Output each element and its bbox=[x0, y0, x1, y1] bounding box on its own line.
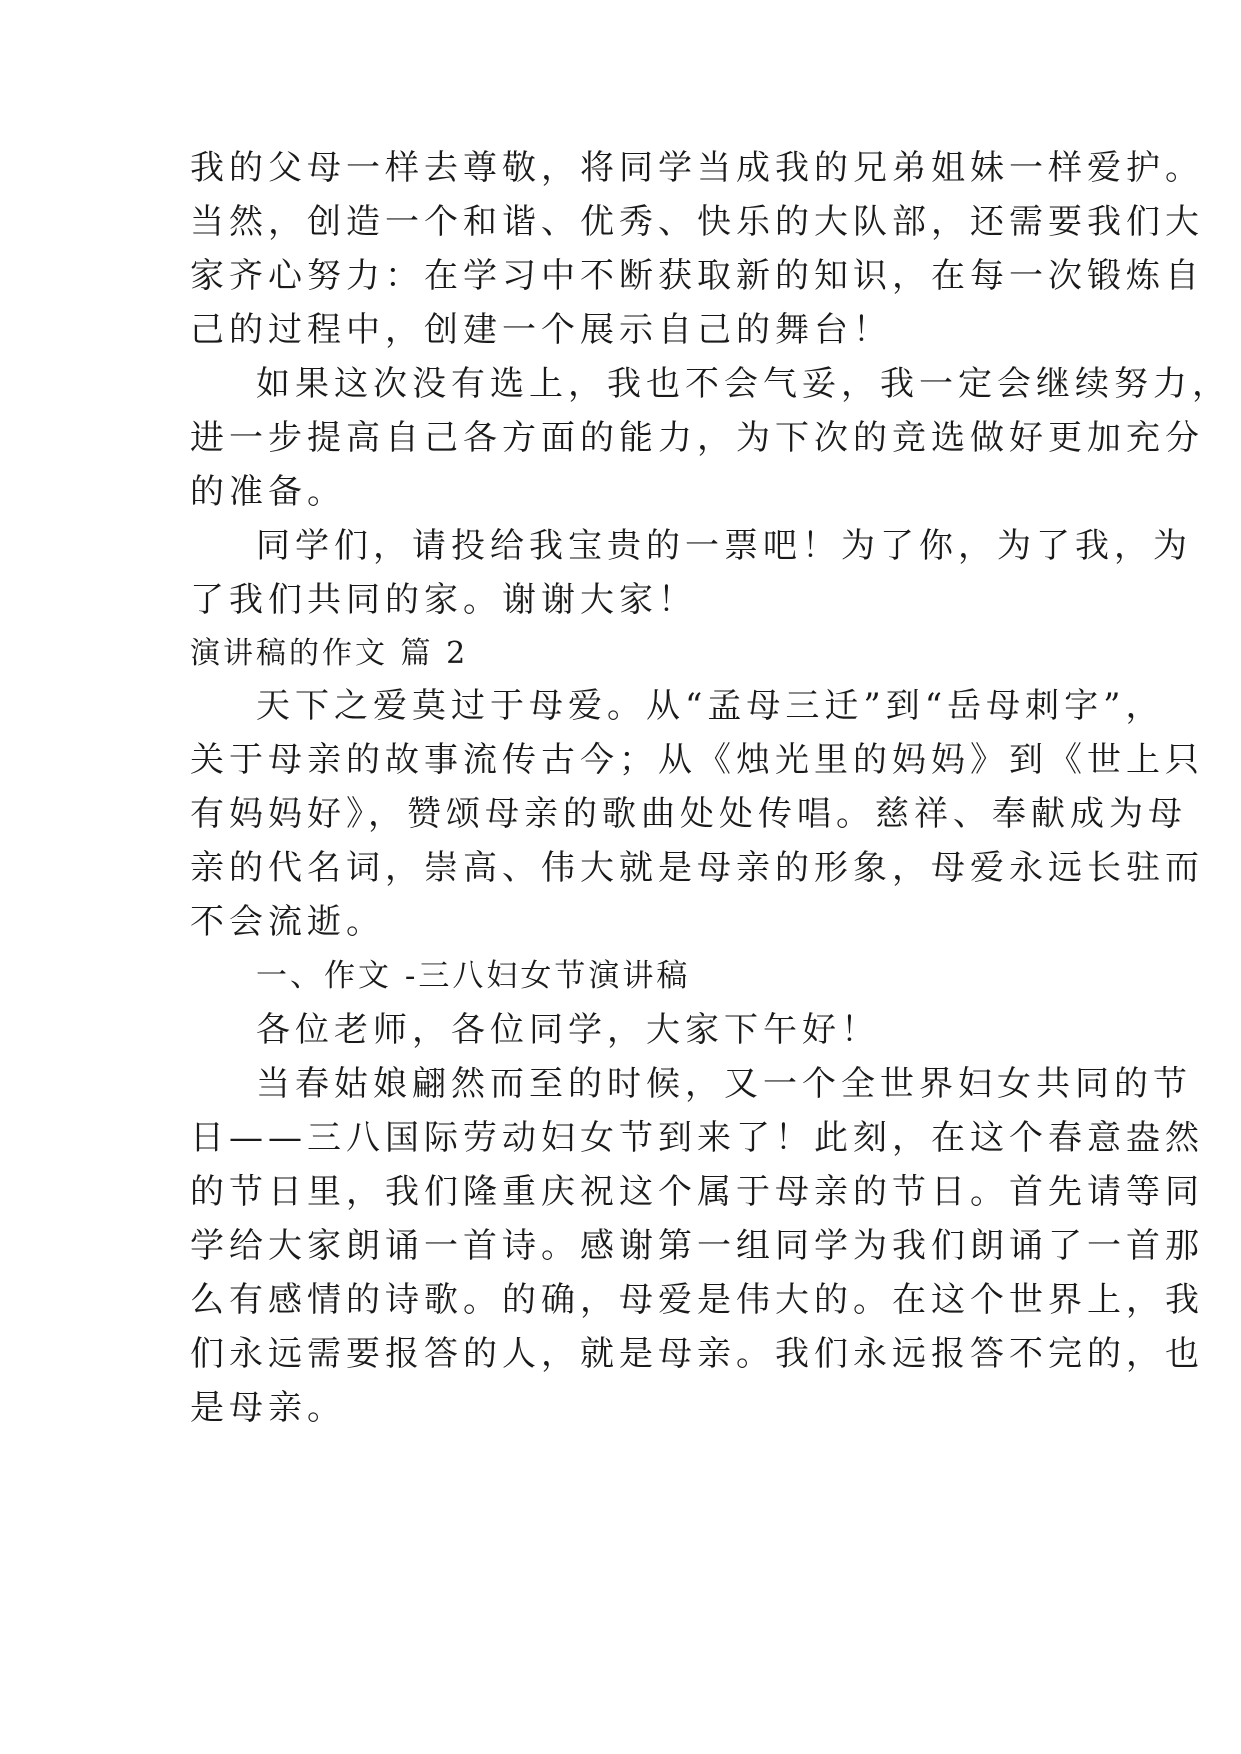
paragraph-line: 己的过程中，创建一个展示自己的舞台！ bbox=[190, 310, 892, 350]
paragraph-line: 的节日里，我们隆重庆祝这个属于母亲的节日。首先请等同 bbox=[190, 1172, 1204, 1212]
paragraph-line: 我的父母一样去尊敬，将同学当成我的兄弟姐妹一样爱护。 bbox=[190, 148, 1204, 188]
paragraph-line: 天下之爱莫过于母爱。从“孟母三迁”到“岳母刺字”， bbox=[256, 686, 1165, 726]
paragraph-line: 是母亲。 bbox=[190, 1388, 346, 1428]
paragraph-line: 的准备。 bbox=[190, 472, 346, 512]
paragraph-line: 当春姑娘翩然而至的时候，又一个全世界妇女共同的节 bbox=[256, 1064, 1192, 1104]
paragraph-line: 如果这次没有选上，我也不会气妥，我一定会继续努力， bbox=[256, 364, 1231, 404]
paragraph-line: 不会流逝。 bbox=[190, 902, 385, 942]
section-heading: 演讲稿的作文 篇 2 bbox=[190, 636, 469, 671]
subheading: 一、作文 -三八妇女节演讲稿 bbox=[256, 958, 691, 994]
paragraph-line: 关于母亲的故事流传古今；从《烛光里的妈妈》到《世上只 bbox=[190, 740, 1204, 780]
paragraph-line: 们永远需要报答的人，就是母亲。我们永远报答不完的，也 bbox=[190, 1334, 1204, 1374]
paragraph-line: 有妈妈好》，赞颂母亲的歌曲处处传唱。慈祥、奉献成为母 bbox=[190, 794, 1187, 834]
paragraph-line: 日——三八国际劳动妇女节到来了！此刻，在这个春意盎然 bbox=[190, 1118, 1204, 1158]
paragraph-line: 么有感情的诗歌。的确，母爱是伟大的。在这个世界上，我 bbox=[190, 1280, 1204, 1320]
paragraph-line: 当然，创造一个和谐、优秀、快乐的大队部，还需要我们大 bbox=[190, 202, 1204, 242]
paragraph-line: 家齐心努力：在学习中不断获取新的知识，在每一次锻炼自 bbox=[190, 256, 1204, 296]
paragraph-line: 同学们，请投给我宝贵的一票吧！为了你，为了我，为 bbox=[256, 526, 1192, 566]
paragraph-line: 亲的代名词，崇高、伟大就是母亲的形象，母爱永远长驻而 bbox=[190, 848, 1204, 888]
paragraph-line: 进一步提高自己各方面的能力，为下次的竞选做好更加充分 bbox=[190, 418, 1204, 458]
paragraph-line: 了我们共同的家。谢谢大家！ bbox=[190, 580, 697, 620]
paragraph-line: 各位老师，各位同学，大家下午好！ bbox=[256, 1010, 880, 1050]
paragraph-line: 学给大家朗诵一首诗。感谢第一组同学为我们朗诵了一首那 bbox=[190, 1226, 1204, 1266]
